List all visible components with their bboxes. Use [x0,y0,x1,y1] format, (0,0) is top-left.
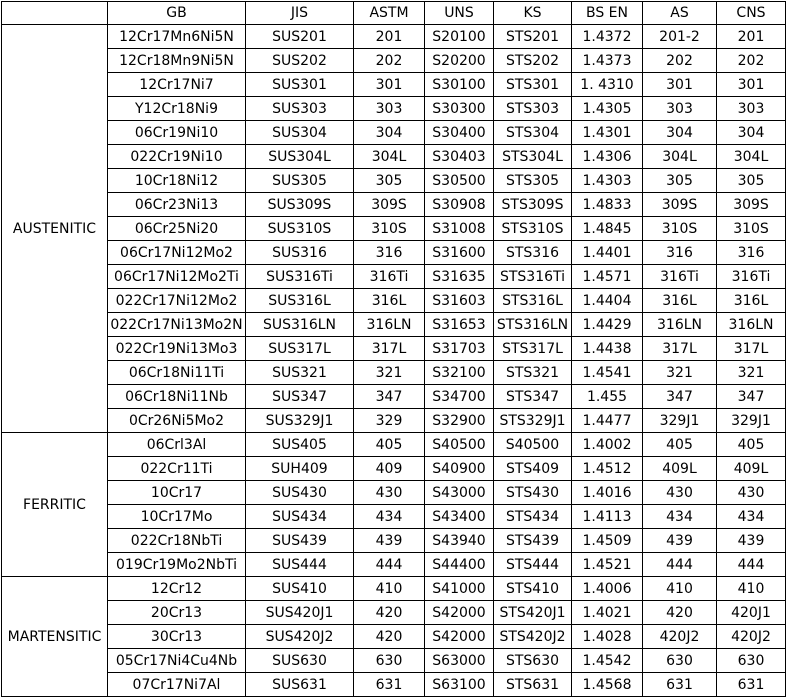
table-cell: 1.4541 [572,361,643,385]
table-cell: 022Cr17Ni12Mo2 [108,289,246,313]
category-label: MARTENSITIC [2,577,108,697]
table-cell: 420 [354,625,425,649]
table-cell: 305 [717,169,786,193]
table-cell: 305 [354,169,425,193]
table-cell: 309S [354,193,425,217]
table-cell: 06Cr18Ni11Nb [108,385,246,409]
table-cell: 420 [643,601,717,625]
table-cell: 202 [354,49,425,73]
table-row [2,601,786,625]
table-cell: 12Cr12 [108,577,246,601]
table-cell: 347 [717,385,786,409]
table-cell: 06Cr17Ni12Mo2 [108,241,246,265]
table-cell: S31703 [425,337,494,361]
table-cell: SUS310S [246,217,354,241]
table-cell: 1.4509 [572,529,643,553]
table-cell: 304 [717,121,786,145]
table-cell: STS301 [494,73,572,97]
table-cell: 430 [717,481,786,505]
table-cell: SUS410 [246,577,354,601]
table-row [2,433,786,457]
table-cell: STS310S [494,217,572,241]
table-cell: 631 [643,673,717,697]
table-row [2,361,786,385]
table-cell: 434 [354,505,425,529]
category-label: FERRITIC [2,433,108,577]
table-row [2,553,786,577]
table-cell: 321 [354,361,425,385]
table-cell: 316L [717,289,786,313]
table-cell: STS303 [494,97,572,121]
table-cell: 202 [717,49,786,73]
table-cell: S20100 [425,25,494,49]
table-row [2,409,786,433]
table-cell: SUS430 [246,481,354,505]
table-cell: 05Cr17Ni4Cu4Nb [108,649,246,673]
table-cell: S34700 [425,385,494,409]
table-cell: S41000 [425,577,494,601]
table-cell: 1.4006 [572,577,643,601]
table-cell: 321 [717,361,786,385]
table-cell: 1.4833 [572,193,643,217]
table-cell: 06Crl3Al [108,433,246,457]
table-cell: S40900 [425,457,494,481]
table-cell: SUS301 [246,73,354,97]
table-cell: STS317L [494,337,572,361]
table-cell: SUS329J1 [246,409,354,433]
table-cell: STS316Ti [494,265,572,289]
table-cell: 301 [354,73,425,97]
table-cell: STS304L [494,145,572,169]
table-row [2,265,786,289]
table-cell: 304L [643,145,717,169]
table-cell: SUS316LN [246,313,354,337]
column-header: AS [643,2,717,25]
table-cell: 303 [717,97,786,121]
table-cell: S40500 [494,433,572,457]
table-cell: 06Cr19Ni10 [108,121,246,145]
table-cell: 019Cr19Mo2NbTi [108,553,246,577]
table-cell: 420J1 [717,601,786,625]
table-cell: 420J2 [643,625,717,649]
table-cell: 20Cr13 [108,601,246,625]
table-cell: 347 [354,385,425,409]
table-row [2,73,786,97]
table-cell: 1.4113 [572,505,643,529]
table-cell: S43000 [425,481,494,505]
table-cell: 1.455 [572,385,643,409]
table-cell: 317L [354,337,425,361]
table-cell: 317L [643,337,717,361]
table-cell: 434 [643,505,717,529]
table-cell: SUS202 [246,49,354,73]
table-cell: SUS316 [246,241,354,265]
table-cell: 1.4512 [572,457,643,481]
table-cell: 0Cr26Ni5Mo2 [108,409,246,433]
table-cell: 310S [354,217,425,241]
table-cell: S30403 [425,145,494,169]
table-cell: 202 [643,49,717,73]
table-row [2,457,786,481]
table-cell: S40500 [425,433,494,457]
table-cell: 317L [717,337,786,361]
table-cell: 310S [717,217,786,241]
table-cell: S30100 [425,73,494,97]
table-row [2,121,786,145]
table-cell: 631 [717,673,786,697]
table-cell: 12Cr17Mn6Ni5N [108,25,246,49]
table-row [2,649,786,673]
table-cell: 347 [643,385,717,409]
table-cell: 06Cr23Ni13 [108,193,246,217]
table-row [2,217,786,241]
table-body [2,2,786,697]
table-cell: S63100 [425,673,494,697]
table-cell: 1.4021 [572,601,643,625]
table-cell: 631 [354,673,425,697]
table-cell: 1.4305 [572,97,643,121]
table-cell: STS420J1 [494,601,572,625]
table-cell: SUS304 [246,121,354,145]
column-header: CNS [717,2,786,25]
table-cell: 201 [717,25,786,49]
table-cell: 316 [643,241,717,265]
table-cell: 630 [717,649,786,673]
table-cell: STS434 [494,505,572,529]
table-cell: 1.4401 [572,241,643,265]
table-cell: 410 [643,577,717,601]
column-header: BS EN [572,2,643,25]
table-cell: SUS303 [246,97,354,121]
table-cell: STS420J2 [494,625,572,649]
table-cell: 316LN [643,313,717,337]
table-cell: SUS316L [246,289,354,313]
table-cell: 444 [643,553,717,577]
table-cell: 409L [717,457,786,481]
table-cell: SUS630 [246,649,354,673]
table-cell: 405 [717,433,786,457]
table-cell: SUS317L [246,337,354,361]
table-cell: 316L [643,289,717,313]
table-cell: 630 [354,649,425,673]
table-cell: S43400 [425,505,494,529]
table-cell: 420 [354,601,425,625]
table-cell: 304L [717,145,786,169]
table-cell: 201 [354,25,425,49]
table-cell: SUS309S [246,193,354,217]
column-header: KS [494,2,572,25]
table-row [2,169,786,193]
table-cell: 12Cr17Ni7 [108,73,246,97]
table-cell: 305 [643,169,717,193]
table-cell: STS304 [494,121,572,145]
table-row [2,505,786,529]
table-cell: 07Cr17Ni7Al [108,673,246,697]
table-cell: 1.4438 [572,337,643,361]
table-cell: 1.4028 [572,625,643,649]
table-cell: STS430 [494,481,572,505]
table-cell: 321 [643,361,717,385]
table-cell: 12Cr18Mn9Ni5N [108,49,246,73]
table-cell: 30Cr13 [108,625,246,649]
steel-grade-comparison-table [1,1,786,697]
table-cell: SUS405 [246,433,354,457]
table-cell: STS630 [494,649,572,673]
table-cell: 301 [643,73,717,97]
table-cell: 1.4429 [572,313,643,337]
table-row [2,529,786,553]
table-cell: 316 [354,241,425,265]
table-cell: 303 [354,97,425,121]
table-cell: S30300 [425,97,494,121]
table-cell: 316LN [354,313,425,337]
table-cell: STS316LN [494,313,572,337]
table-cell: 409 [354,457,425,481]
table-cell: 430 [354,481,425,505]
table-cell: 329J1 [643,409,717,433]
table-cell: 439 [717,529,786,553]
header-row [2,2,786,25]
table-cell: STS305 [494,169,572,193]
table-cell: 434 [717,505,786,529]
table-cell: SUS631 [246,673,354,697]
table-cell: 1.4372 [572,25,643,49]
table-row [2,97,786,121]
table-cell: S31008 [425,217,494,241]
table-row [2,145,786,169]
table-cell: 410 [354,577,425,601]
table-row [2,193,786,217]
table-cell: STS347 [494,385,572,409]
table-cell: 309S [717,193,786,217]
table-cell: 329J1 [717,409,786,433]
table-cell: S32900 [425,409,494,433]
table-cell: STS321 [494,361,572,385]
table-cell: 1.4571 [572,265,643,289]
table-cell: 06Cr25Ni20 [108,217,246,241]
table-cell: S30400 [425,121,494,145]
table-cell: SUS444 [246,553,354,577]
table-cell: SUH409 [246,457,354,481]
table-cell: S31635 [425,265,494,289]
table-cell: STS201 [494,25,572,49]
table-cell: STS410 [494,577,572,601]
table-cell: 06Cr18Ni11Ti [108,361,246,385]
table-cell: 409L [643,457,717,481]
table-cell: S43940 [425,529,494,553]
table-cell: 444 [717,553,786,577]
table-cell: 439 [354,529,425,553]
table-cell: 1.4845 [572,217,643,241]
table-cell: S63000 [425,649,494,673]
table-cell: SUS420J1 [246,601,354,625]
table-cell: SUS321 [246,361,354,385]
table-cell: 309S [643,193,717,217]
header-category-cell [2,2,108,25]
table-cell: SUS439 [246,529,354,553]
table-cell: 1.4542 [572,649,643,673]
table-cell: SUS305 [246,169,354,193]
table-cell: SUS304L [246,145,354,169]
table-cell: 1.4303 [572,169,643,193]
table-row [2,625,786,649]
table-cell: S30908 [425,193,494,217]
table-row [2,49,786,73]
table-cell: STS202 [494,49,572,73]
table-cell: 1.4016 [572,481,643,505]
table-cell: 316Ti [717,265,786,289]
table-cell: 10Cr17 [108,481,246,505]
table-cell: S31600 [425,241,494,265]
table-row [2,673,786,697]
table-cell: 022Cr18NbTi [108,529,246,553]
table-cell: 316L [354,289,425,313]
column-header: UNS [425,2,494,25]
table-row [2,289,786,313]
table-row [2,313,786,337]
table-cell: 1.4306 [572,145,643,169]
table-cell: 1.4301 [572,121,643,145]
category-label: AUSTENITIC [2,25,108,433]
table-cell: 1.4521 [572,553,643,577]
table-cell: S20200 [425,49,494,73]
table-cell: 316 [717,241,786,265]
table-cell: 316LN [717,313,786,337]
table-cell: S44400 [425,553,494,577]
table-cell: STS631 [494,673,572,697]
table-cell: 1.4477 [572,409,643,433]
table-cell: 405 [354,433,425,457]
table-cell: STS444 [494,553,572,577]
table-cell: 10Cr18Ni12 [108,169,246,193]
table-row [2,385,786,409]
table-cell: Y12Cr18Ni9 [108,97,246,121]
table-row [2,241,786,265]
table-cell: S31603 [425,289,494,313]
table-cell: 1.4568 [572,673,643,697]
column-header: ASTM [354,2,425,25]
table-cell: 1.4002 [572,433,643,457]
table-cell: S32100 [425,361,494,385]
table-cell: S42000 [425,601,494,625]
table-cell: 022Cr19Ni10 [108,145,246,169]
table-cell: 410 [717,577,786,601]
table-cell: 630 [643,649,717,673]
table-cell: STS316L [494,289,572,313]
table-cell: 022Cr17Ni13Mo2N [108,313,246,337]
table-cell: 1.4404 [572,289,643,313]
table-cell: SUS420J2 [246,625,354,649]
table-cell: SUS201 [246,25,354,49]
table-cell: S42000 [425,625,494,649]
table-cell: 329 [354,409,425,433]
column-header: JIS [246,2,354,25]
table-row [2,337,786,361]
table-cell: STS329J1 [494,409,572,433]
table-cell: 201-2 [643,25,717,49]
table-cell: 303 [643,97,717,121]
table-cell: 310S [643,217,717,241]
table-cell: 1. 4310 [572,73,643,97]
table-cell: STS309S [494,193,572,217]
table-cell: 439 [643,529,717,553]
table-cell: SUS434 [246,505,354,529]
table-cell: 304 [354,121,425,145]
table-cell: 06Cr17Ni12Mo2Ti [108,265,246,289]
table-cell: 420J2 [717,625,786,649]
table-cell: 1.4373 [572,49,643,73]
table-row [2,481,786,505]
table-cell: 022Cr19Ni13Mo3 [108,337,246,361]
table-cell: 022Cr11Ti [108,457,246,481]
table-cell: STS439 [494,529,572,553]
table-cell: S30500 [425,169,494,193]
table-cell: 444 [354,553,425,577]
table-row [2,25,786,49]
column-header: GB [108,2,246,25]
table-cell: 304 [643,121,717,145]
table-cell: 10Cr17Mo [108,505,246,529]
table-row [2,577,786,601]
table-cell: SUS316Ti [246,265,354,289]
table-cell: SUS347 [246,385,354,409]
table-cell: 304L [354,145,425,169]
table-cell: STS409 [494,457,572,481]
table-cell: 430 [643,481,717,505]
table-cell: S31653 [425,313,494,337]
table-cell: 301 [717,73,786,97]
table-cell: 316Ti [643,265,717,289]
table-cell: STS316 [494,241,572,265]
table-cell: 405 [643,433,717,457]
table-cell: 316Ti [354,265,425,289]
